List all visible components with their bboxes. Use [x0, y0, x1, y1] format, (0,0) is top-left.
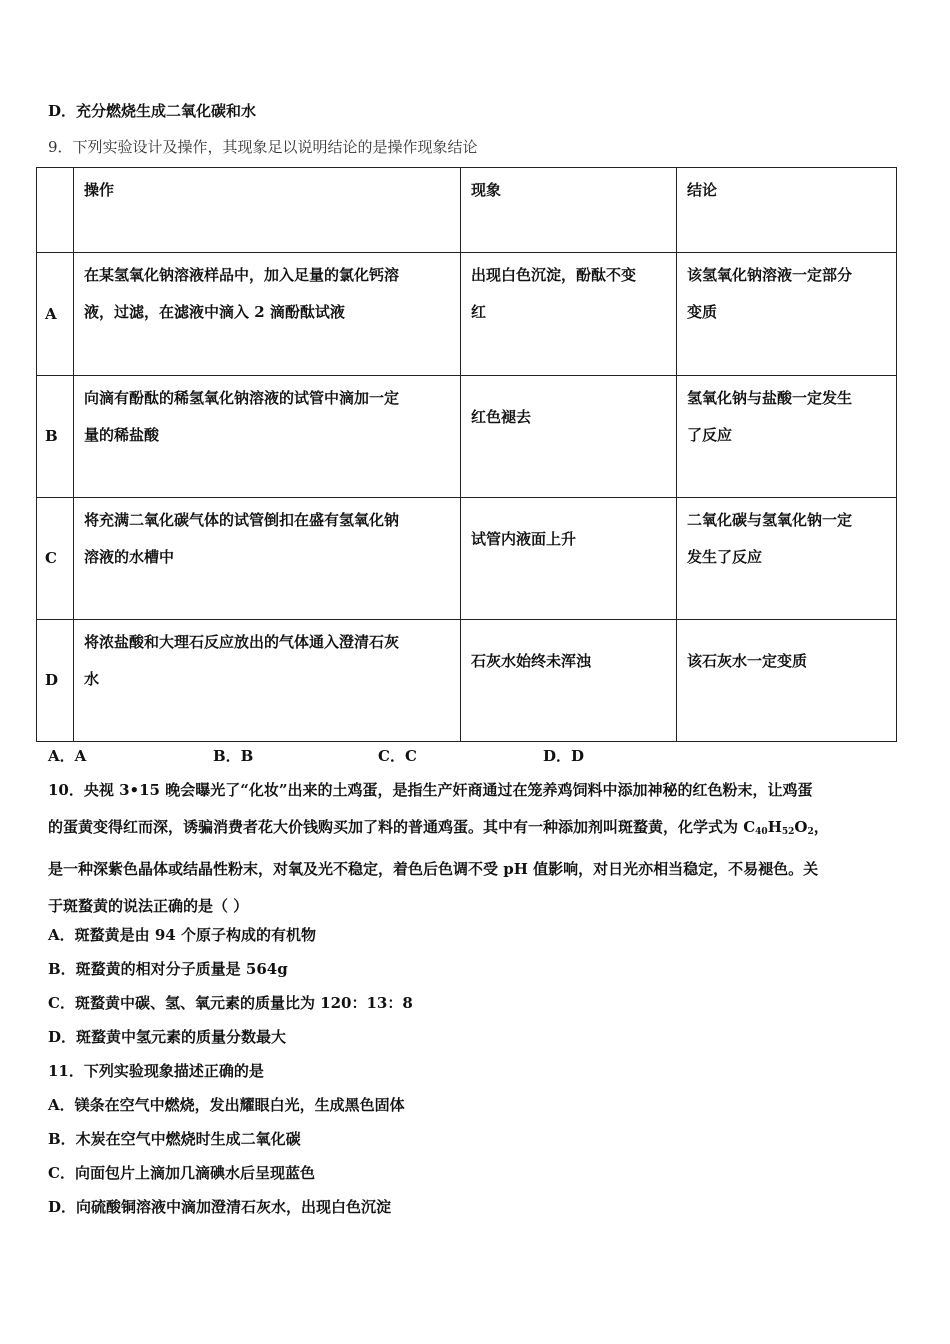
- q11-option-d: D．向硫酸铜溶液中滴加澄清石灰水，出现白色沉淀: [48, 1198, 392, 1216]
- row-label: B: [37, 376, 74, 498]
- operation-cell: [74, 620, 461, 742]
- q9-choice-d: D．D: [543, 747, 585, 765]
- conclusion-line: 了反应: [687, 426, 733, 444]
- operation-line: 向滴有酚酞的稀氢氧化钠溶液的试管中滴加一定: [84, 389, 400, 407]
- formula-subscript: 40: [755, 827, 768, 837]
- q9-choice-a: A．A: [48, 747, 87, 765]
- formula-subscript: 52: [781, 827, 795, 837]
- operation-line: 液，过滤，在滤液中滴入 2 滴酚酞试液: [84, 303, 345, 321]
- row-label: C: [37, 498, 74, 620]
- header-cell-blank: [37, 168, 74, 253]
- phenomenon-line: 出现白色沉淀，酚酞不变: [471, 266, 637, 284]
- operation-cell: [74, 498, 461, 620]
- q10-line: 是一种深紫色晶体或结晶性粉末，对氧及光不稳定，着色后色调不受 pH 值影响，对日光亦相当稳定，不易褪色。关: [48, 860, 819, 878]
- q10-line2-end: ，: [813, 818, 829, 836]
- q8-option-d: D．充分燃烧生成二氧化碳和水: [48, 102, 257, 120]
- phenomenon-line: 石灰水始终未浑浊: [471, 652, 592, 670]
- conclusion-cell: [677, 498, 897, 620]
- conclusion-line: 变质: [687, 303, 718, 321]
- q9-experiment-table: [36, 167, 897, 742]
- operation-line: 将浓盐酸和大理石反应放出的气体通入澄清石灰: [84, 633, 400, 651]
- q10-line-formula: [48, 809, 900, 851]
- q9-choice-c: C．C: [378, 747, 417, 765]
- phenomenon-line: 试管内液面上升: [471, 530, 577, 548]
- q10-option-a: A．斑蝥黄是由 94 个原子构成的有机物: [48, 926, 316, 944]
- phenomenon-cell: [461, 376, 677, 498]
- q11-option-c: C．向面包片上滴加几滴碘水后呈现蓝色: [48, 1164, 315, 1182]
- q11-option-b: B．木炭在空气中燃烧时生成二氧化碳: [48, 1130, 301, 1148]
- phenomenon-line: 红色褪去: [471, 408, 532, 426]
- q10-option-d: D．斑蝥黄中氢元素的质量分数最大: [48, 1028, 287, 1046]
- operation-cell: [74, 376, 461, 498]
- operation-line: 将充满二氧化碳气体的试管倒扣在盛有氢氧化钠: [84, 511, 400, 529]
- table-header-row: [37, 168, 897, 253]
- conclusion-line: 该石灰水一定变质: [687, 652, 808, 670]
- conclusion-cell: [677, 376, 897, 498]
- operation-line: 水: [84, 670, 100, 688]
- formula-element: H: [767, 818, 782, 836]
- q10-question: [48, 772, 900, 925]
- operation-line: 量的稀盐酸: [84, 426, 160, 444]
- q10-line: 于斑蝥黄的说法正确的是（ ）: [48, 897, 249, 915]
- phenomenon-cell: [461, 620, 677, 742]
- conclusion-cell: [677, 253, 897, 376]
- q10-option-b: B．斑蝥黄的相对分子质量是 564g: [48, 960, 288, 978]
- phenomenon-cell: [461, 498, 677, 620]
- header-cell-operation: 操作: [74, 168, 461, 253]
- q10-line: 10．央视 3•15 晚会曝光了“化妆”出来的土鸡蛋，是指生产奸商通过在笼养鸡饲料中添加神秘的红色粉末，让鸡蛋: [48, 781, 813, 799]
- conclusion-line: 发生了反应: [687, 548, 763, 566]
- q11-stem: 11．下列实验现象描述正确的是: [48, 1062, 264, 1080]
- phenomenon-cell: [461, 253, 677, 376]
- q10-option-c: C．斑蝥黄中碳、氢、氧元素的质量比为 120：13：8: [48, 994, 413, 1012]
- q11-option-a: A．镁条在空气中燃烧，发出耀眼白光，生成黑色固体: [48, 1096, 405, 1114]
- table-row: [37, 620, 897, 742]
- q11-question: [48, 1054, 900, 1224]
- table-row: [37, 253, 897, 376]
- q10-options: [48, 918, 900, 1054]
- table-row: [37, 498, 897, 620]
- header-cell-conclusion: 结论: [677, 168, 897, 253]
- conclusion-line: 二氧化碳与氢氧化钠一定: [687, 511, 853, 529]
- table-row: [37, 376, 897, 498]
- q9-choice-b: B．B: [213, 747, 254, 765]
- conclusion-line: 氢氧化钠与盐酸一定发生: [687, 389, 853, 407]
- phenomenon-line: 红: [471, 303, 487, 321]
- formula-subscript: 2: [807, 827, 814, 837]
- row-label: A: [37, 253, 74, 376]
- header-cell-phenomenon: 现象: [461, 168, 677, 253]
- operation-line: 溶液的水槽中: [84, 548, 175, 566]
- operation-cell: [74, 253, 461, 376]
- q9-stem: 9．下列实验设计及操作，其现象足以说明结论的是操作现象结论: [48, 138, 478, 156]
- q10-line2-text: 的蛋黄变得红而深，诱骗消费者花大价钱购买加了料的普通鸡蛋。其中有一种添加剂叫斑蝥黄，化学式为 C: [48, 818, 756, 836]
- formula-element: O: [794, 818, 808, 836]
- operation-line: 在某氢氧化钠溶液样品中，加入足量的氯化钙溶: [84, 266, 400, 284]
- conclusion-line: 该氢氧化钠溶液一定部分: [687, 266, 853, 284]
- conclusion-cell: [677, 620, 897, 742]
- row-label: D: [37, 620, 74, 742]
